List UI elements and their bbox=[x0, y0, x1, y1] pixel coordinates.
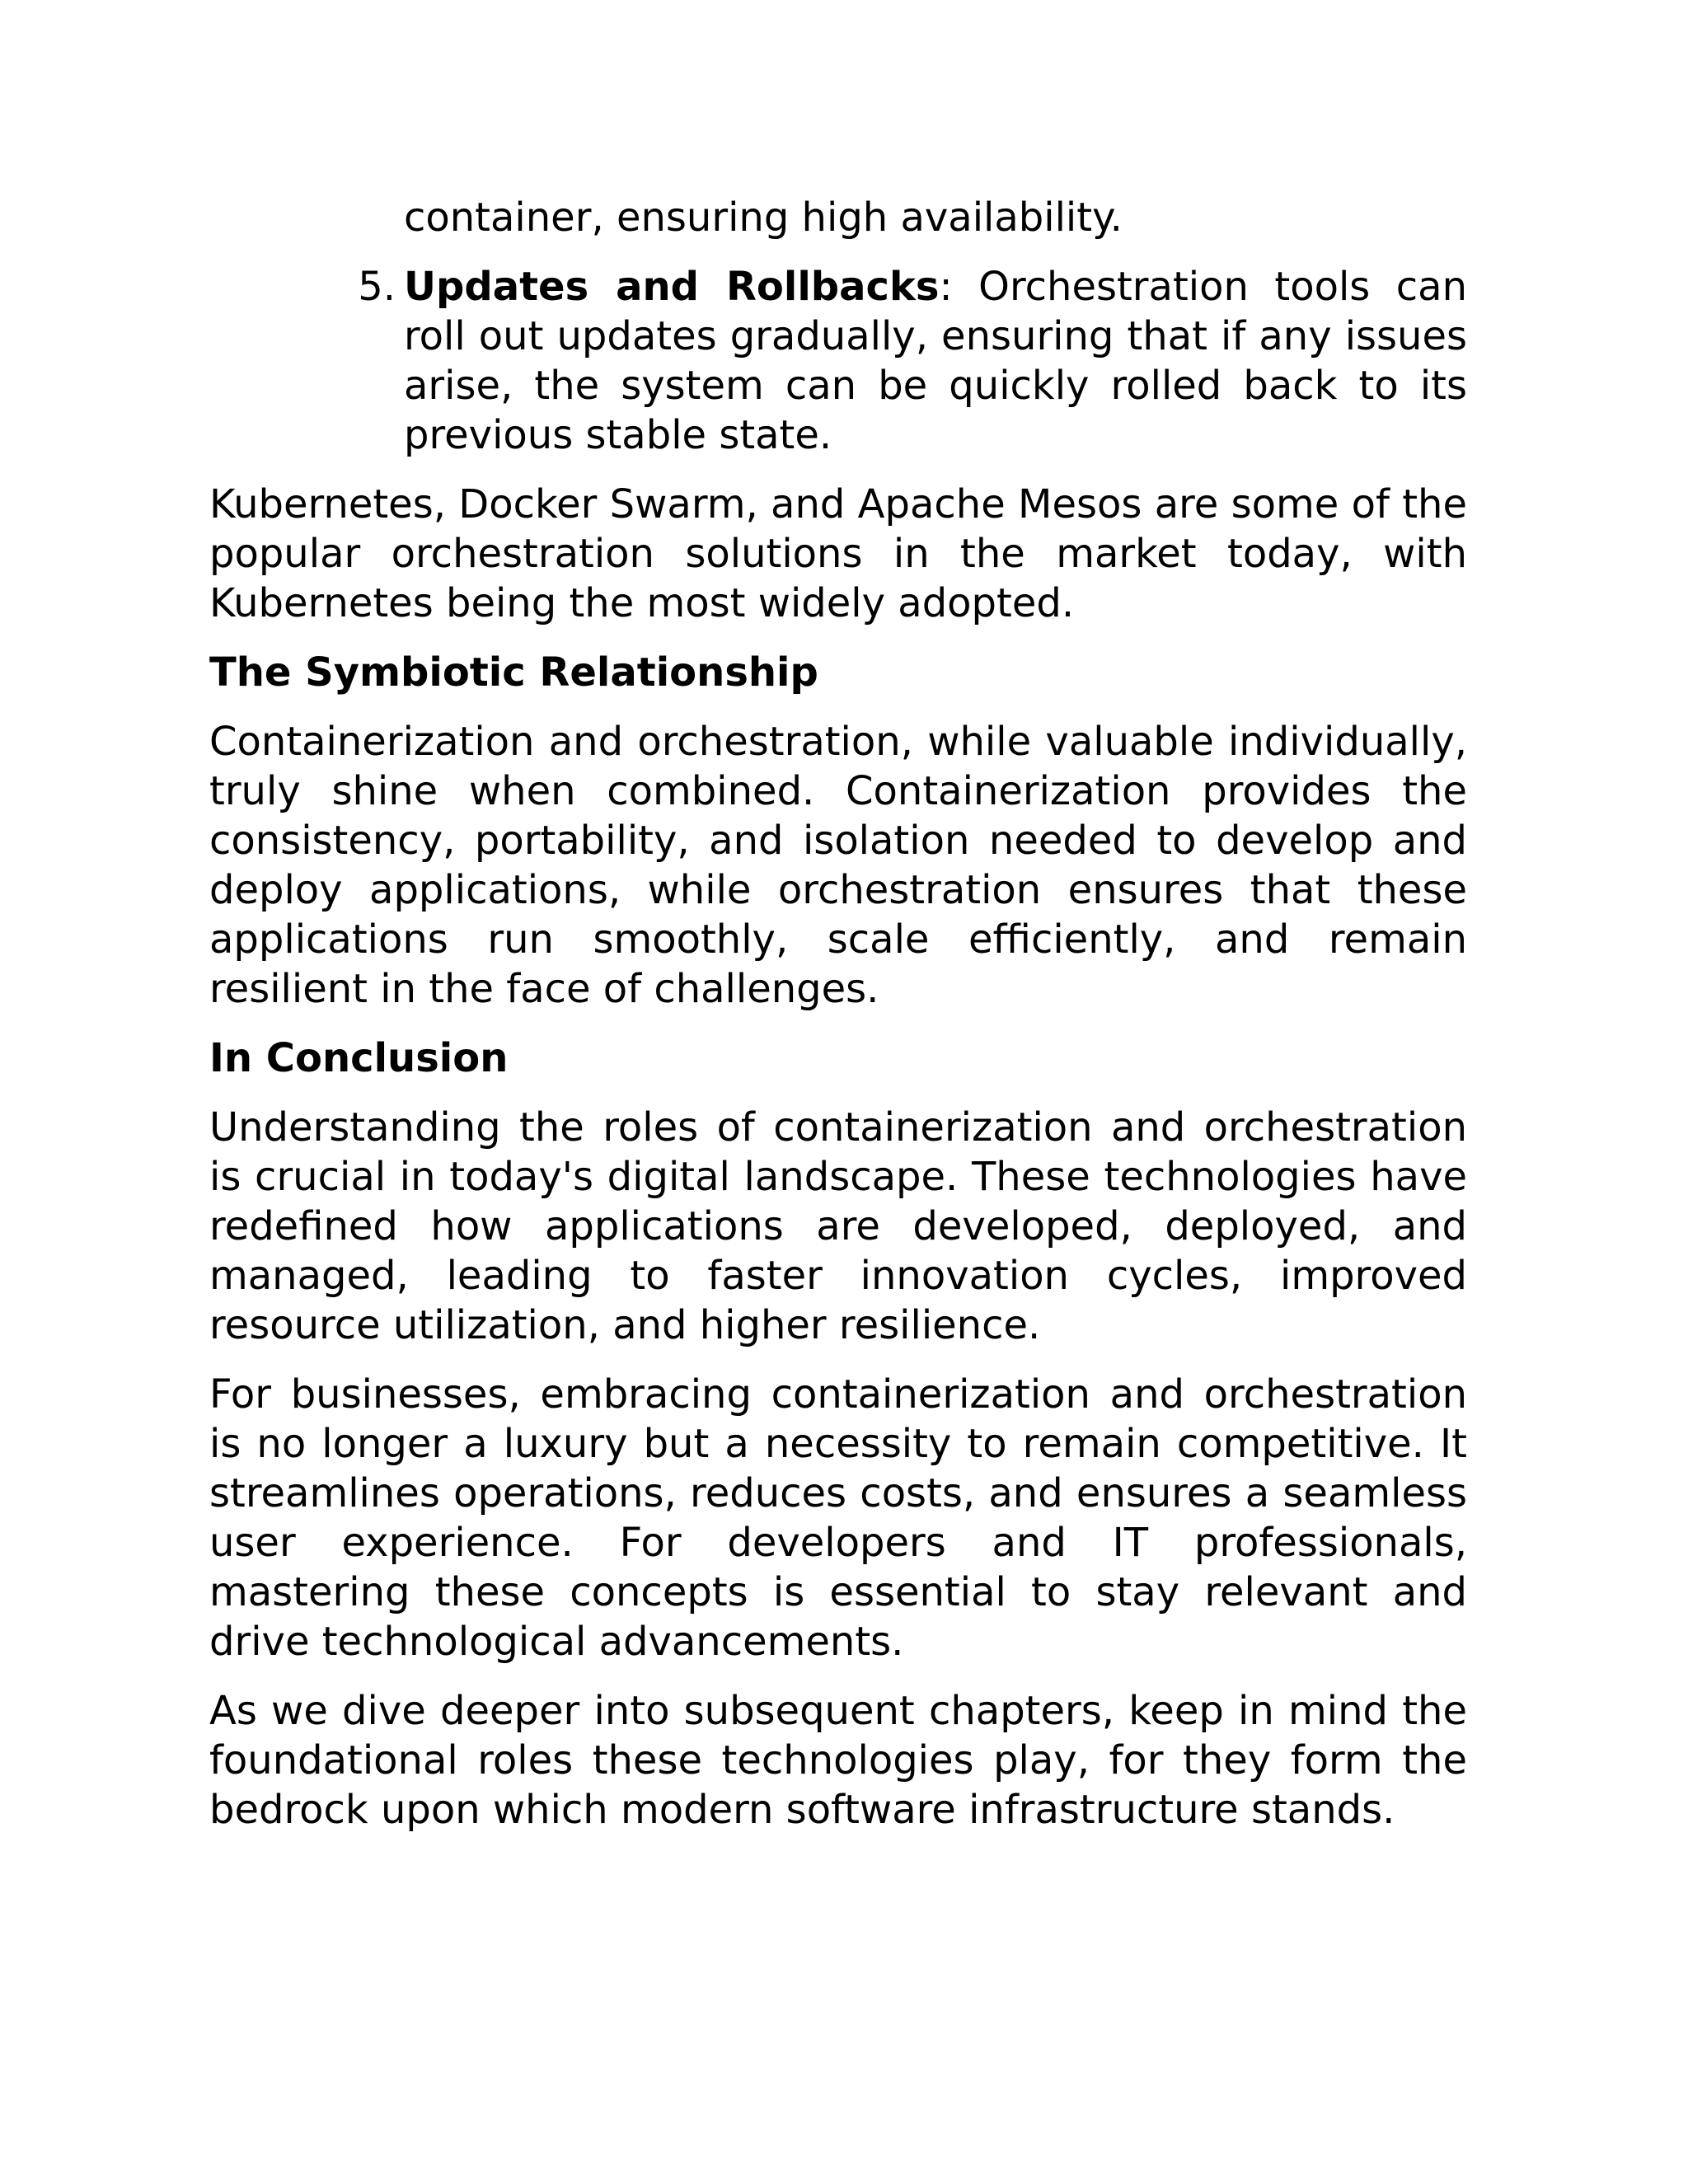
paragraph-conclusion-1: Understanding the roles of containerization and orchestration is crucial in today's digital landscape. These technologies have redefined how applications are developed, deployed, and managed, leading to faster innovation cycles, improved resource utilization, and higher resilience. bbox=[209, 1104, 1467, 1348]
paragraph-symbiotic-relationship: Containerization and orchestration, while valuable individually, truly shine when combined. Containerization provides the consistency, portability, and isolation needed to develop and deploy applications, while orchestration ensures that these applications run smoothly, scale efficiently, and remain resilient in the face of challenges. bbox=[209, 719, 1467, 1012]
document-page bbox=[209, 193, 1467, 1854]
heading-symbiotic-relationship: The Symbiotic Relationship bbox=[209, 649, 818, 696]
list-item-continuation: container, ensuring high availability. bbox=[404, 194, 1123, 241]
list-item-text: : Orchestration tools can roll out updates gradually, ensuring that if any issues arise, the system can be quickly rolled back to its previous stable state. bbox=[404, 264, 1468, 458]
paragraph-orchestration-tools: Kubernetes, Docker Swarm, and Apache Mesos are some of the popular orchestration solutions in the market today, with Kubernetes being the most widely adopted. bbox=[209, 481, 1467, 626]
list-number: 5. bbox=[358, 264, 396, 310]
list-item-body bbox=[404, 262, 1467, 460]
list-item-term: Updates and Rollbacks bbox=[404, 264, 940, 310]
heading-in-conclusion: In Conclusion bbox=[209, 1035, 509, 1081]
paragraph-conclusion-3: As we dive deeper into subsequent chapters, keep in mind the foundational roles these technologies play, for they form the bedrock upon which modern software infrastructure stands. bbox=[209, 1688, 1467, 1833]
paragraph-conclusion-2: For businesses, embracing containerization and orchestration is no longer a luxury but a necessity to remain competitive. It streamlines operations, reduces costs, and ensures a seamless user experience. For developers and IT professionals, mastering these concepts is essential to stay relevant and drive technological advancements. bbox=[209, 1371, 1467, 1665]
list-item-updates-rollbacks bbox=[209, 262, 1467, 460]
